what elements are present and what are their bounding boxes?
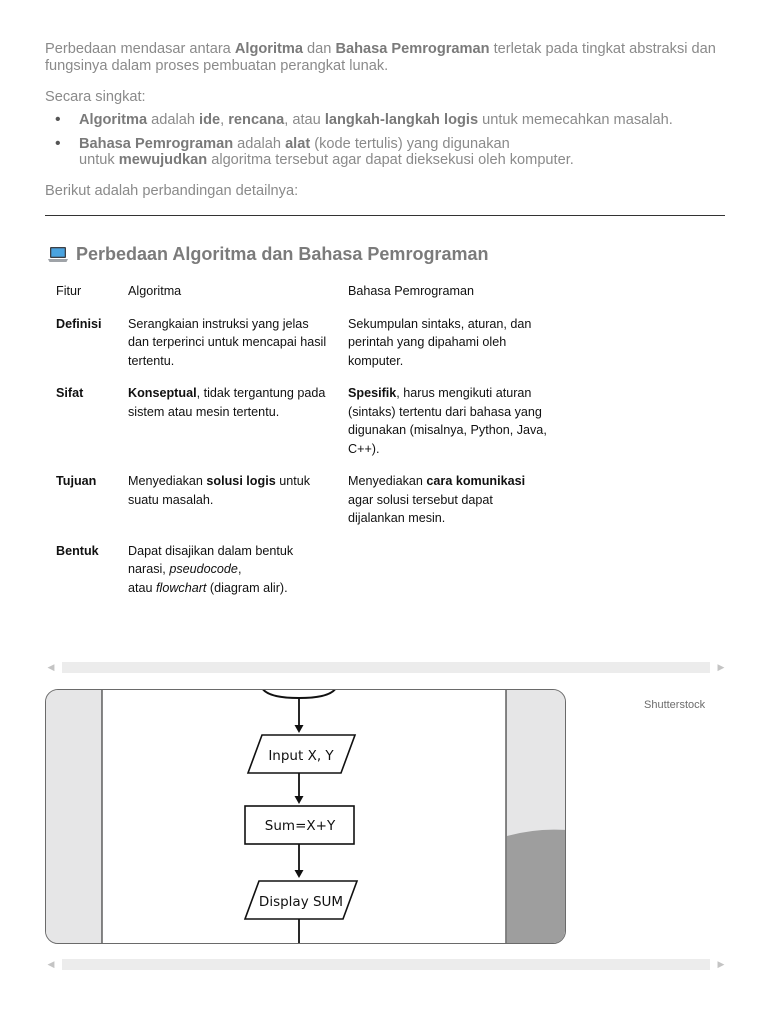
flowchart-step-input: Input X, Y xyxy=(268,748,334,764)
scrollbar-track[interactable] xyxy=(62,662,710,673)
flowchart-step-output: Display SUM xyxy=(258,894,344,910)
table-cell-algoritma: Serangkaian instruksi yang jelas dan terperinci untuk mencapai hasil tertentu. xyxy=(128,316,327,368)
section-title: Perbedaan Algoritma dan Bahasa Pemrograman xyxy=(76,244,489,264)
summary-label: Secara singkat: xyxy=(45,89,146,105)
table-row xyxy=(48,384,560,472)
table-row xyxy=(48,542,560,612)
table-cell-algoritma: Menyediakan solusi logis untuk suatu masalah. xyxy=(128,474,311,507)
table-row xyxy=(48,315,560,385)
bullet-icon: • xyxy=(55,134,61,152)
scroll-right-icon[interactable]: ▶ xyxy=(717,959,725,969)
table-cell-bahasa: Spesifik, harus mengikuti aturan (sintaks) tertentu dari bahasa yang digunakan (misalnya, Python, Java, C++). xyxy=(348,386,547,456)
scroll-left-icon[interactable]: ◀ xyxy=(47,959,55,969)
table-cell-fitur: Bentuk xyxy=(56,543,99,558)
table-cell-algoritma: Dapat disajikan dalam bentuk narasi, pseudocode, atau flowchart (diagram alir). xyxy=(128,543,294,595)
table-cell-bahasa xyxy=(340,542,560,612)
table-cell-bahasa: Menyediakan cara komunikasi agar solusi tersebut dapat dijalankan mesin. xyxy=(348,474,526,525)
image-scrollbar[interactable] xyxy=(45,958,727,970)
flowchart-step-process: Sum=X+Y xyxy=(264,818,336,834)
summary-list xyxy=(45,112,735,176)
scrollbar-track[interactable] xyxy=(62,959,710,970)
table-cell-fitur: Sifat xyxy=(56,386,84,400)
table-header: Algoritma xyxy=(128,284,182,298)
table-row xyxy=(48,472,560,542)
table-header: Bahasa Pemrograman xyxy=(348,284,475,298)
intro-paragraph: Perbedaan mendasar antara Algoritma dan Bahasa Pemrograman terletak pada tingkat abstraksi dan fungsinya dalam proses pembuatan perangkat lunak. xyxy=(45,41,716,74)
section-heading xyxy=(48,244,488,265)
table-cell-algoritma: Konseptual, tidak tergantung pada sistem atau mesin tertentu. xyxy=(128,386,326,419)
list-item: • Bahasa Pemrograman adalah alat (kode tertulis) yang digunakan untuk mewujudkan algoritma tersebut agar dapat dieksekusi oleh komputer. xyxy=(55,134,574,168)
flowchart-image xyxy=(45,689,566,944)
comparison-intro: Berikut adalah perbandingan detailnya: xyxy=(45,183,299,199)
scroll-left-icon[interactable]: ◀ xyxy=(47,662,55,672)
laptop-icon xyxy=(48,246,68,263)
table-cell-fitur: Definisi xyxy=(56,316,102,331)
table-cell-bahasa: Sekumpulan sintaks, aturan, dan perintah yang dipahami oleh komputer. xyxy=(348,316,532,368)
scroll-right-icon[interactable]: ▶ xyxy=(717,662,725,672)
table-header-row xyxy=(48,280,560,315)
table-scrollbar[interactable] xyxy=(45,661,727,673)
comparison-table xyxy=(48,280,560,611)
horizontal-divider xyxy=(45,215,725,216)
bullet-icon: • xyxy=(55,111,61,128)
list-item: • Algoritma adalah ide, rencana, atau langkah-langkah logis untuk memecahkan masalah. xyxy=(55,111,673,128)
image-credit: Shutterstock xyxy=(644,699,706,711)
table-cell-fitur: Tujuan xyxy=(56,474,97,488)
table-header: Fitur xyxy=(56,284,82,298)
